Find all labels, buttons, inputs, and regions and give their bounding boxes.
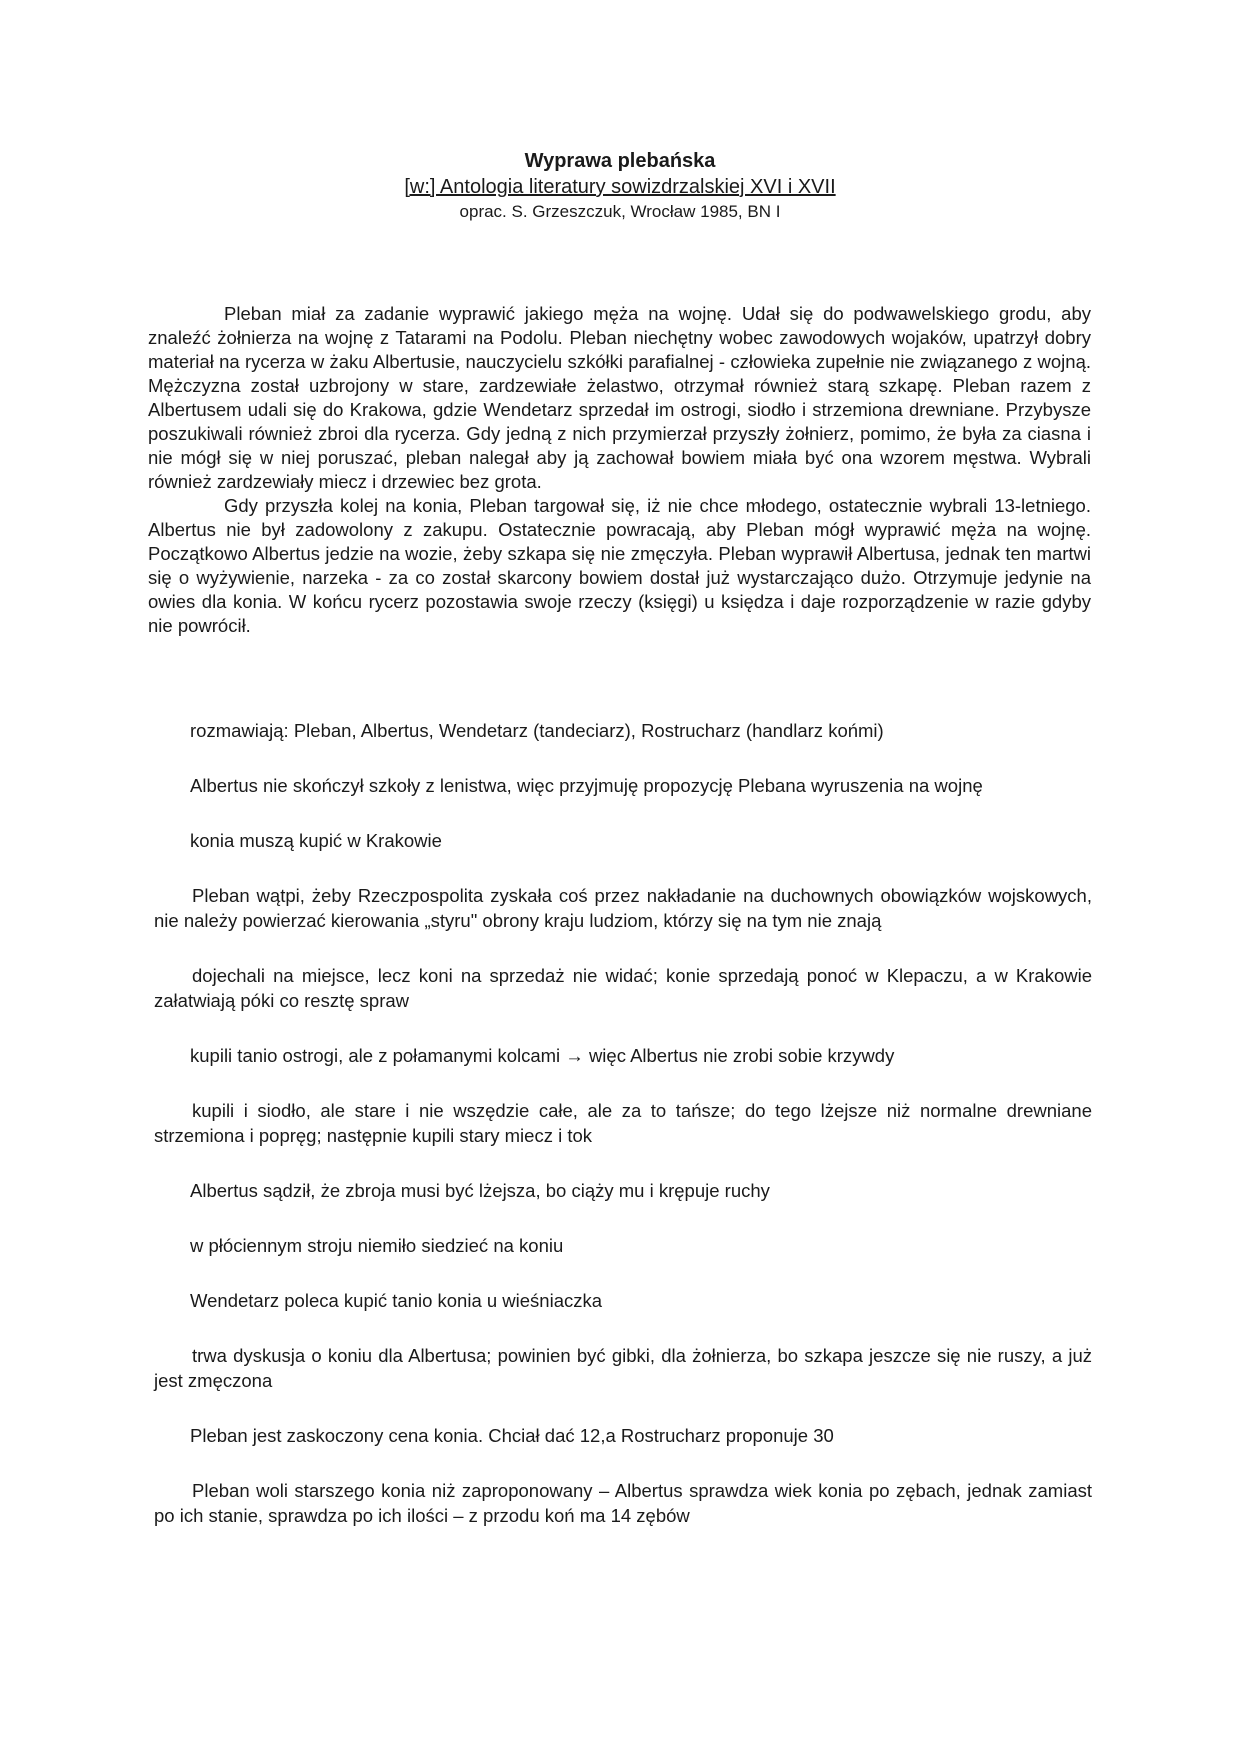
note-item: rozmawiają: Pleban, Albertus, Wendetarz (tandeciarz), Rostrucharz (handlarz końmi) bbox=[190, 720, 884, 741]
summary-section bbox=[148, 302, 1091, 638]
note-item: kupili i siodło, ale stare i nie wszędzie całe, ale za to tańsze; do tego lżejsze niż normalne drewniane strzemiona i popręg; następnie kupili stary miecz i tok bbox=[154, 1100, 1092, 1146]
note-item: w płóciennym stroju niemiło siedzieć na koniu bbox=[190, 1235, 564, 1256]
note-item: trwa dyskusja o koniu dla Albertusa; powinien być gibki, dla żołnierza, bo szkapa jeszcze się nie ruszy, a już jest zmęczona bbox=[154, 1345, 1092, 1391]
note-item: Pleban wątpi, żeby Rzeczpospolita zyskała coś przez nakładanie na duchownych obowiązków wojskowych, nie należy powierzać kierowania „styru" obrony kraju ludziom, którzy się na tym nie znają bbox=[154, 885, 1092, 931]
note-item: Albertus sądził, że zbroja musi być lżejsza, bo ciąży mu i krępuje ruchy bbox=[190, 1180, 770, 1201]
note-item: Wendetarz poleca kupić tanio konia u wieśniaczka bbox=[190, 1290, 603, 1311]
source-citation: [w:] Antologia literatury sowizdrzalskiej XVI i XVII bbox=[404, 176, 836, 198]
notes-section bbox=[154, 718, 1092, 1558]
note-item: Pleban woli starszego konia niż zaproponowany – Albertus sprawdza wiek konia po zębach, jednak zamiast po ich stanie, sprawdza po ich ilości – z przodu koń ma 14 zębów bbox=[154, 1480, 1092, 1526]
document-title: Wyprawa plebańska bbox=[524, 150, 716, 172]
note-item: dojechali na miejsce, lecz koni na sprzedaż nie widać; konie sprzedają ponoć w Klepaczu, a w Krakowie załatwiają póki co resztę spraw bbox=[154, 965, 1092, 1011]
summary-paragraph: Gdy przyszła kolej na konia, Pleban targował się, iż nie chce młodego, ostatecznie wybrali 13-letniego. Albertus nie był zadowolony z zakupu. Ostatecznie powracają, aby Pleban mógł wyprawić męża na wojnę. Początkowo Albertus jedzie na wozie, żeby szkapa się nie zmęczyła. Pleban wyprawił Albertusa, jednak ten martwi się o wyżywienie, narzeka - za co został skarcony bowiem dostał już wystarczająco dużo. Otrzymuje jedynie na owies dla konia. W końcu rycerz pozostawia swoje rzeczy (księgi) u księdza i daje rozporządzenie w razie gdyby nie powrócił. bbox=[148, 495, 1091, 636]
note-item: Pleban jest zaskoczony cena konia. Chciał dać 12,a Rostrucharz proponuje 30 bbox=[190, 1425, 834, 1446]
note-item: Albertus nie skończył szkoły z lenistwa, więc przyjmuję propozycję Plebana wyruszenia na wojnę bbox=[190, 775, 983, 796]
note-item: konia muszą kupić w Krakowie bbox=[190, 830, 442, 851]
note-item: kupili tanio ostrogi, ale z połamanymi kolcami → więc Albertus nie zrobi sobie krzywdy bbox=[190, 1045, 895, 1066]
summary-paragraph: Pleban miał za zadanie wyprawić jakiego męża na wojnę. Udał się do podwawelskiego grodu, aby znaleźć żołnierza na wojnę z Tatarami na Podolu. Pleban niechętny wobec zawodowych wojaków, upatrzył dobry materiał na rycerza w żaku Albertusie, nauczycielu szkółki parafialnej - człowieka zupełnie nie związanego z wojną. Mężczyzna został uzbrojony w stare, zardzewiałe żelastwo, otrzymał również starą szkapę. Pleban razem z Albertusem udali się do Krakowa, gdzie Wendetarz sprzedał im ostrogi, siodło i strzemiona drewniane. Przybysze poszukiwali również zbroi dla rycerza. Gdy jedną z nich przymierzał przyszły żołnierz, pomimo, że była za ciasna i nie mógł się w niej poruszać, pleban nalegał aby ją zachował bowiem miała być ona wzorem męstwa. Wybrali również zardzewiały miecz i drzewiec bez grota. bbox=[148, 303, 1091, 492]
edition-info: oprac. S. Grzeszczuk, Wrocław 1985, BN I bbox=[459, 202, 781, 221]
document-header bbox=[0, 148, 1240, 224]
